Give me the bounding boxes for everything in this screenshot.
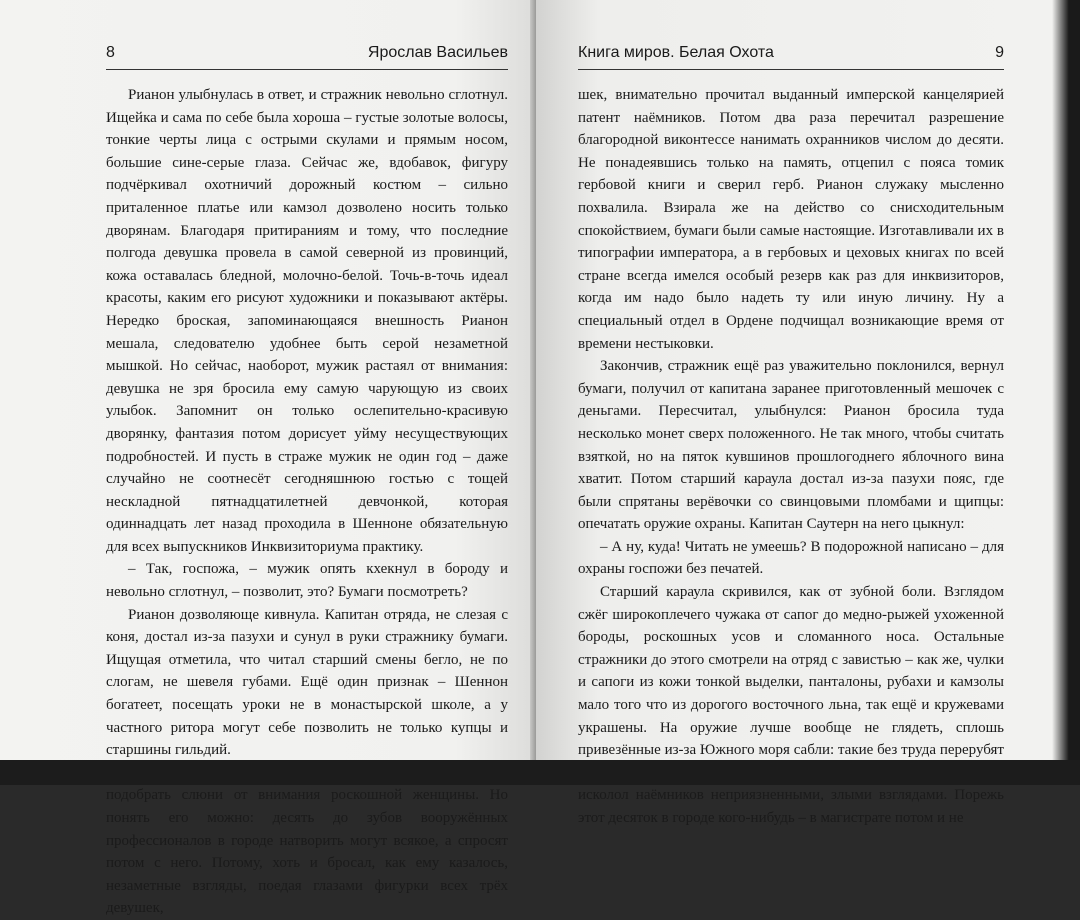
right-page-header xyxy=(578,44,1004,70)
paragraph: шек, внимательно прочитал выданный имперской канцелярией патент наёмников. Потом два раза перечитал разрешение благородной виконтессе нанимать охранников числом до десяти. Не понадеявшись только на память, отцепил с пояса томик гербовой книги и сверил герб. Рианон служаку мысленно похвалила. Взирала же на действо со снисходительным спокойствием, бумаги были самые настоящие. Изготавливали их в типографии императора, а в гербовых и цеховых книгах по всей стране всегда имелся особый резерв как раз для инквизиторов, когда им надо было надеть ту или иную личину. Ну а специальный отдел в Ордене подчищал возникающие время от времени нестыковки. xyxy=(578,87,1004,352)
scan-bottom-edge xyxy=(0,760,1080,785)
running-head: Ярослав Васильев xyxy=(367,44,508,61)
paragraph: – А ну, куда! Читать не умеешь? В подорожной написано – для охраны госпожи без печатей. xyxy=(578,538,1004,578)
paragraph: Закончив, стражник ещё раз уважительно поклонился, вернул бумаги, получил от капитана заранее приготовленный мешочек с деньгами. Пересчитал, улыбнулся: Рианон бросила туда несколько монет сверх положенного. Не так много, чтобы считать взяткой, но на пяток кувшинов прошлогоднего яблочного вина хватит. Потом старший караула достал из-за пазухи пояс, где были спрятаны верёвочки со свинцовыми пломбами и щипцы: опечатать оружие охраны. Капитан Саутерн на него цыкнул: xyxy=(578,358,1004,533)
scan-edge xyxy=(1052,0,1080,785)
paragraph: Рианон дозволяюще кивнула. Капитан отряда, не слезая с коня, достал из-за пазухи и сунул в руки стражнику бумаги. Ищущая отметила, что читал старший смены бегло, не по слогам, не шевеля губами. Ещё один признак – Шеннон богатеет, посещать уроки не в монастырской школе, а у частного ритора могут себе позволить не только купцы и старшины гильдий. xyxy=(106,606,508,759)
running-head: Книга миров. Белая Охота xyxy=(578,44,774,61)
left-page xyxy=(0,0,536,917)
right-page xyxy=(536,0,1052,826)
right-page-text xyxy=(578,84,1004,830)
paragraph: Рианон улыбнулась в ответ, и стражник невольно сглотнул. Ищейка и сама по себе была хороша – густые золотые волосы, тонкие черты лица с острыми скулами и прямым носом, большие сине-серые глаза. Сейчас же, вдобавок, фигуру подчёркивал охотничий дорожный костюм – сильно приталенное платье или камзол дозволено носить только дворянам. Благодаря притираниям и тому, что последние полгода девушка провела в самой северной из провинций, кожа оставалась бледной, молочно-белой. Точь-в-точь идеал красоты, каким его рисуют художники и показывают актёры. Нередко броская, запоминающаяся внешность Рианон мешала, следователю удобнее быть серой незаметной мышкой. Но сейчас, наоборот, мужик растаял от внимания: девушка не зря бросила ему самую чарующую из своих улыбок. Запомнит он только ослепительно-красивую дворянку, фантазия потом дорисует уйму несуществующих подробностей. И пусть в страже мужик не один год – даже случайно не соотнесёт сегодняшнюю гостью с тощей нескладной пятнадцатилетней девчонкой, которая одиннадцать лет назад проходила в Шенноне обязательную для всех выпускников Инквизиториума практику. xyxy=(106,87,508,555)
paragraph: Старший караула скривился, как от зубной боли. Взглядом сжёг широкоплечего чужака от сапог до медно-рыжей ухоженной бороды, роскошных усов и сломанного носа. Остальные стражники до этого смотрели на отряд с завистью – как же, чулки и сапоги из кожи тонкой выделки, панталоны, рубахи и камзолы мало того что из дорогого восточного льна, так ещё и кружевами украшены. На оружие лучше вообще не глядеть, сплошь привезённые из-за Южного моря сабли: такие без труда перерубят исколол наёмников неприязненными, злыми взглядами. Порежь этот десяток в городе кого-нибудь – в магистрате потом и не xyxy=(578,584,1004,826)
left-page-header xyxy=(106,44,508,70)
paragraph: – Так, госпожа, – мужик опять кхекнул в бороду и невольно сглотнул, – позволит, это? Бумаги посмотреть? xyxy=(106,561,508,601)
page-number: 8 xyxy=(106,44,115,61)
page-number: 9 xyxy=(995,44,1004,61)
paragraph: подобрать слюни от внимания роскошной женщины. Но понять его можно: десять до зубов вооружённых профессионалов в городе натворить могут всякое, а спросят потом с него. Потому, хоть и бросал, как ему казалось, незаметные взгляды, поедая глазами фигурки всех трёх девушек, xyxy=(106,787,508,917)
left-page-text xyxy=(106,84,508,920)
